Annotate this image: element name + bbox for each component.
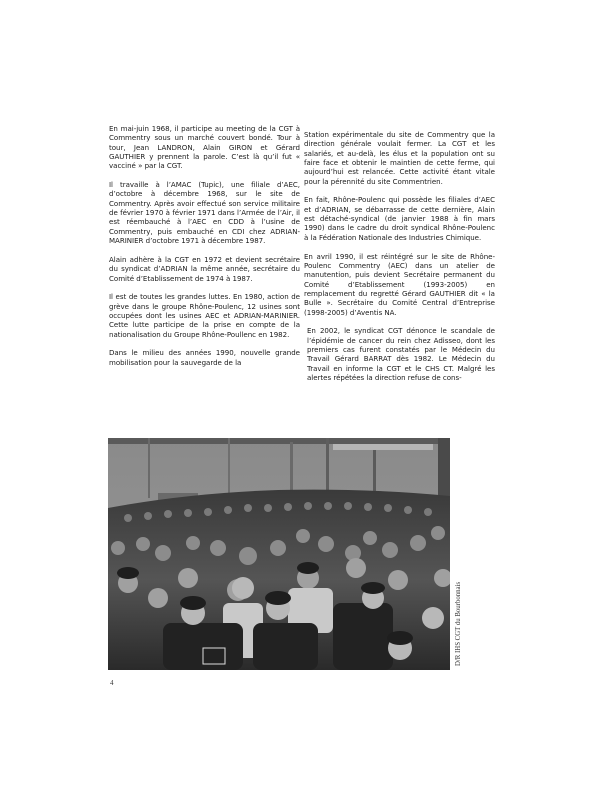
paragraph: Alain adhère à la CGT en 1972 et devient secrétaire du syndicat d’ADRIAN la même année, secrétaire du Comité d’Etablissement de 1974 à 1987. — [109, 254, 300, 283]
paragraph: Dans le milieu des années 1990, nouvelle grande mobilisation pour la sauvegarde de la — [109, 348, 300, 367]
page-number: 4 — [110, 679, 114, 687]
paragraph: En avril 1990, il est réintégré sur le site de Rhône-Poulenc Commentry (AEC) dans un atelier de manutention, puis devient Secrétaire permanent du Comité d’Etablissement (1993-2005) en remplacement du regretté Gérard GAUTHIER dit « la Bulle ». Secrétaire du Comité Central d’Entreprise (1998-2005) d’Aventis NA. — [304, 251, 495, 317]
paragraph: En fait, Rhône-Poulenc qui possède les filiales d’AEC et d’ADRIAN, se débarrasse de cette dernière, Alain est détaché-syndical (de janvier 1988 à fin mars 1990) dans le cadre du droit syndical Rhône-Poulenc à la Fédération Nationale des Industries Chimique. — [304, 195, 495, 242]
meeting-audience-photo — [108, 438, 450, 670]
paragraph: Il travaille à l’AMAC (Tupic), une filiale d’AEC, d’octobre à décembre 1968, sur le site de Commentry. Après avoir effectué son service militaire de février 1970 à février 1971 dans l’Armée de l’Air, il est réembauché à l’AEC en CDD à l’usine de Commentry, puis embauché en CDI chez ADRIAN-MARINIER d’octobre 1971 à décembre 1987. — [109, 180, 300, 246]
text-column-right — [304, 130, 495, 392]
paragraph: En mai-juin 1968, il participe au meeting de la CGT à Commentry sous un marché couvert bondé. Tour à tour, Jean LANDRON, Alain GIRON et Gérard GAUTHIER y prennent la parole. C’est là qu’il fut « vacciné » par la CGT. — [109, 124, 300, 171]
paragraph: En 2002, le syndicat CGT dénonce le scandale de l’épidémie de cancer du rein chez Adisseo, dont les premiers cas furent constatés par le Médecin du Travail Gérard BARRAT dès 1982. Le Médecin du Travail en informe la CGT et le CHS CT. Malgré les alertes répétées la direction refuse de cons- — [307, 326, 495, 383]
paragraph: Station expérimentale du site de Commentry que la direction générale voulait fermer. La CGT et les salariés, et au-delà, les élus et la population ont su faire face et obtenir le maintien de cette ferme, qui aujourd’hui est relancée. Cette activité étant vitale pour la pérennité du site Commentrien. — [304, 130, 495, 186]
photo-credit-caption: D/R IHS CGT du Bourbonnais — [455, 581, 462, 666]
paragraph: Il est de toutes les grandes luttes. En 1980, action de grève dans le groupe Rhône-Poulenc, 12 usines sont occupées dont les usines AEC et ADRIAN-MARINIER. Cette lutte participe de la prise en compte de la nationalisation du Groupe Rhône-Poullenc en 1982. — [109, 292, 300, 339]
photo-image — [108, 438, 450, 670]
text-column-left — [109, 124, 300, 377]
